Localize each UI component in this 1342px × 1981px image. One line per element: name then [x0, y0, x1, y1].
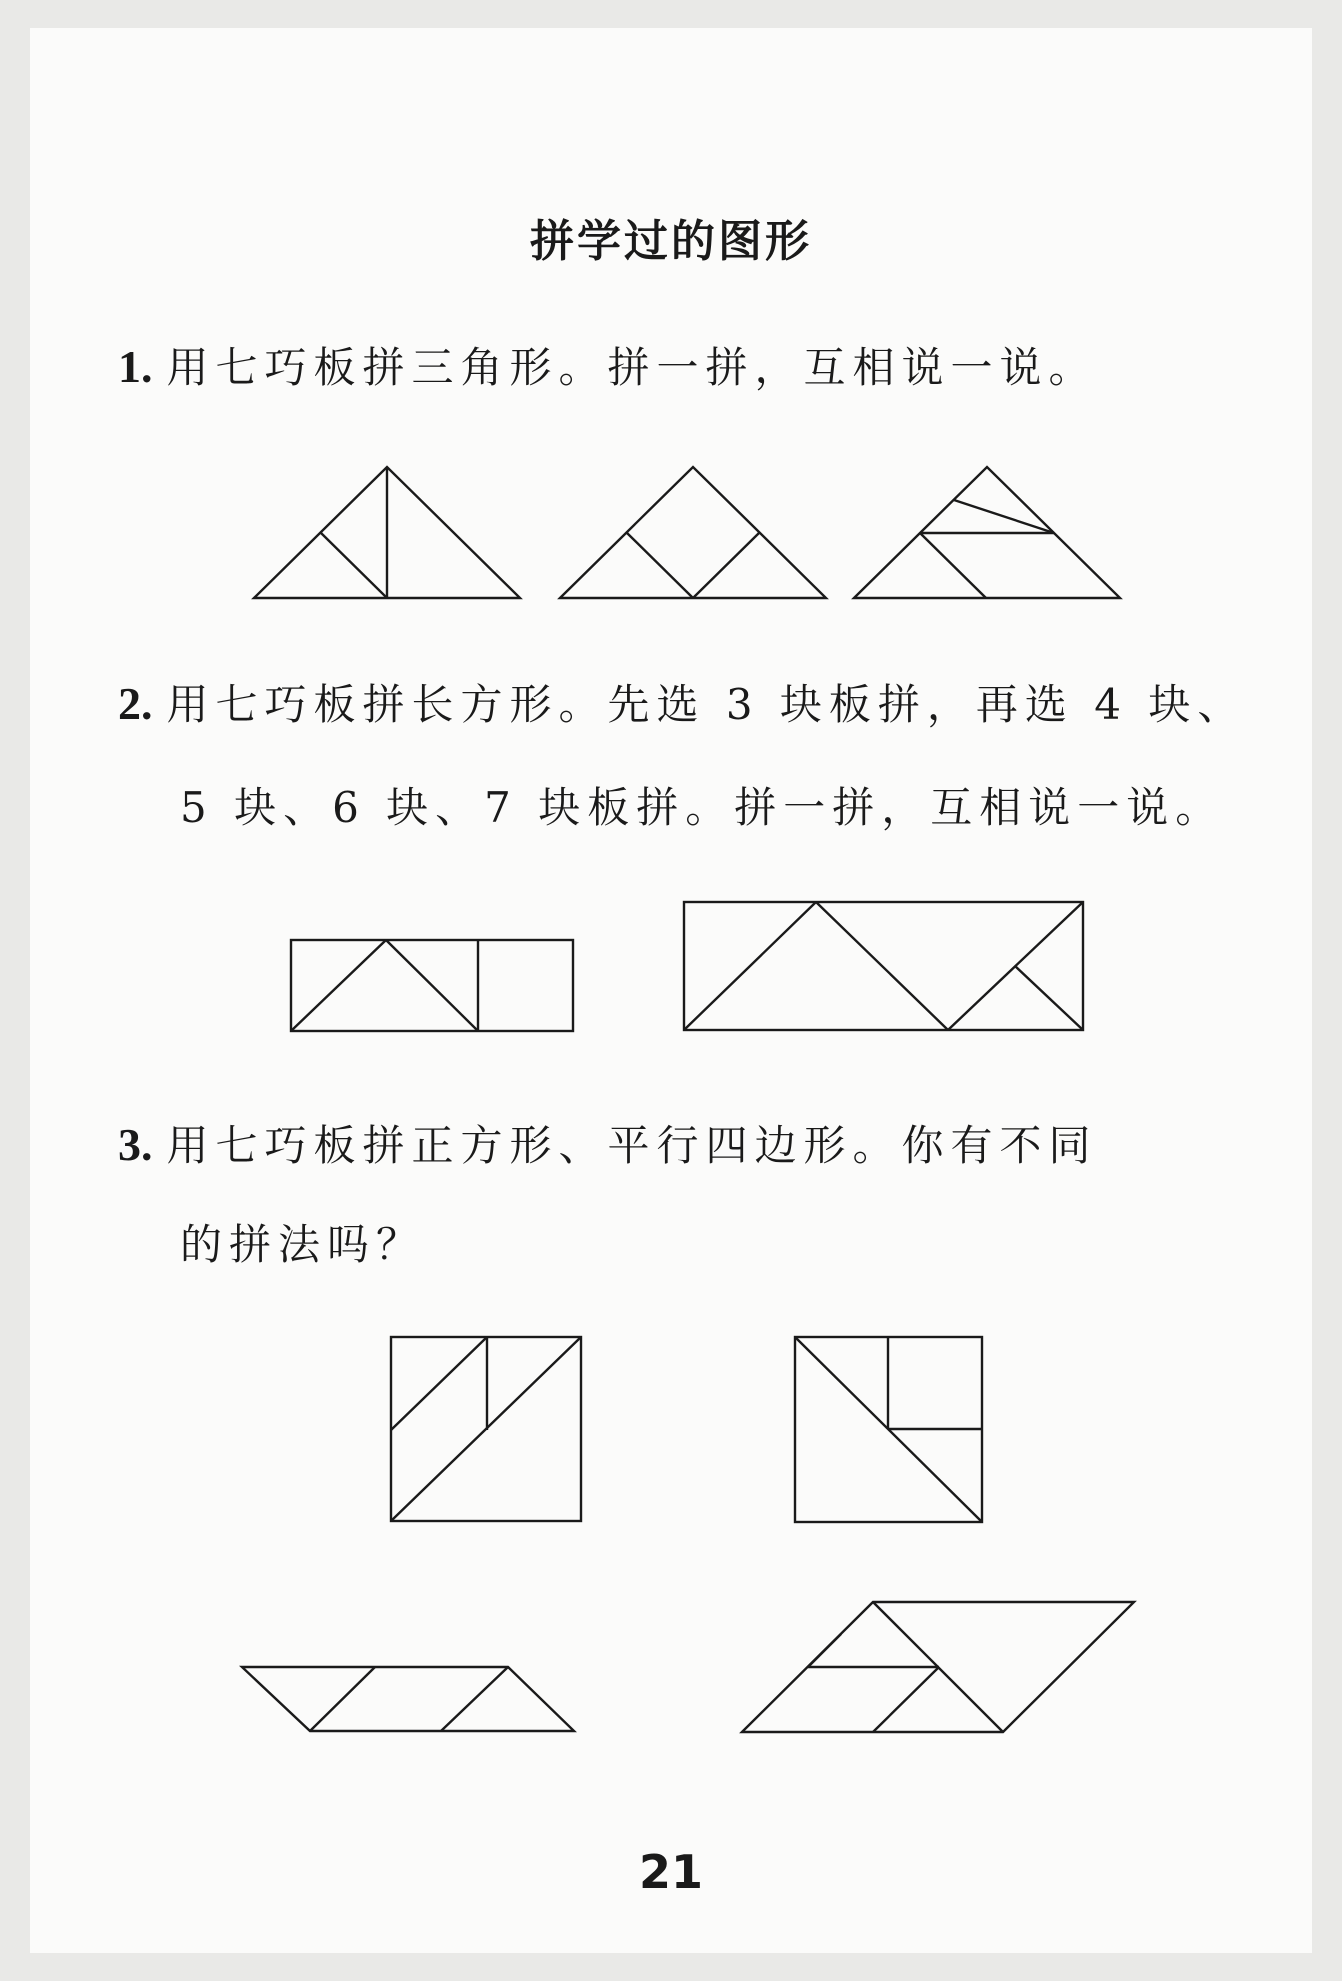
rectangle-figure-2 — [684, 902, 1083, 1030]
parallelogram-figure-2 — [742, 1602, 1134, 1732]
question-3-number: 3. — [118, 1119, 153, 1170]
square-figure-2 — [795, 1337, 982, 1522]
question-2-number: 2. — [118, 678, 153, 729]
question-1-text: 用七巧板拼三角形。拼一拼，互相说一说。 — [166, 343, 1098, 392]
triangle-figure-2 — [560, 467, 826, 598]
square-figure-1 — [391, 1337, 581, 1521]
question-2-text-line-1: 用七巧板拼长方形。先选 3 块板拼，再选 4 块、 — [166, 680, 1247, 729]
page-number: 21 — [638, 1845, 703, 1899]
question-3-line-2: 的拼法吗？ — [180, 1220, 426, 1269]
question-1-number: 1. — [118, 341, 153, 392]
page-title: 拼学过的图形 — [530, 216, 812, 267]
question-3-text-line-1: 用七巧板拼正方形、平行四边形。你有不同 — [166, 1121, 1098, 1170]
question-2-line-2: 5 块、6 块、7 块板拼。拼一拼，互相说一说。 — [180, 783, 1225, 832]
triangle-figure-1 — [254, 467, 520, 598]
triangle-figure-3 — [854, 467, 1120, 598]
parallelogram-figure-1 — [242, 1667, 574, 1731]
rectangle-figure-1 — [291, 940, 573, 1031]
